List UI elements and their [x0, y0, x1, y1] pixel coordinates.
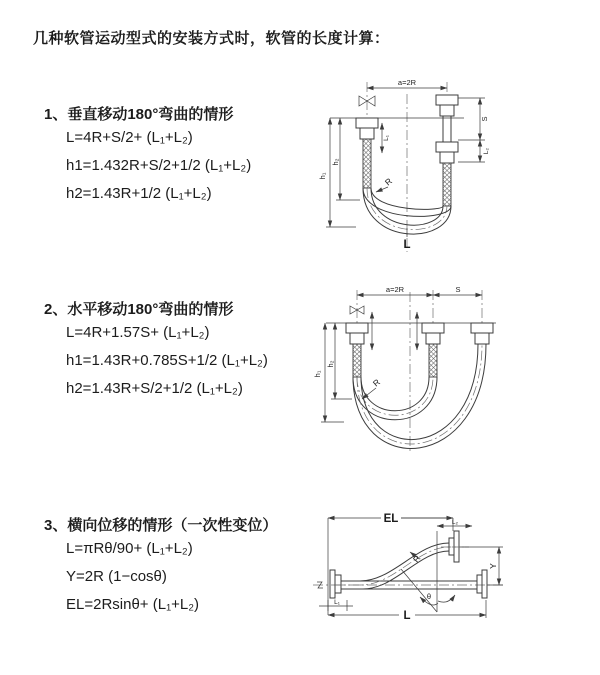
- right-hose-fitting: [436, 95, 458, 206]
- centerlines: [313, 547, 505, 585]
- formula-length: L=4R+S/2+ (L₁+L₂): [66, 129, 193, 146]
- left-flange: [317, 570, 341, 598]
- dimension-h2: [326, 323, 352, 399]
- dimension-y: [459, 547, 503, 585]
- section-vertical-movement: [44, 103, 251, 208]
- dimension-l1: [382, 123, 390, 153]
- middle-hose-fitting: [422, 323, 444, 377]
- l1-label: L₁: [334, 599, 340, 606]
- dimension-length: [328, 600, 486, 622]
- section-3-heading: 3、横向位移的情形（一次性变位）: [44, 517, 278, 534]
- dimension-h1: [318, 118, 356, 227]
- s-label: S: [455, 285, 461, 294]
- l1-label: L₁: [383, 135, 390, 141]
- right-hose-fitting: [471, 323, 493, 344]
- h2-label: h₂: [326, 360, 335, 368]
- diagram-horizontal-180-bend: [312, 282, 537, 457]
- dimension-h1: [313, 323, 344, 422]
- r-label: R: [370, 376, 382, 389]
- dimension-stroke: [433, 285, 482, 295]
- l2-label: L₂: [451, 519, 459, 526]
- h2-label: h₂: [331, 158, 340, 166]
- h1-label: h₁: [313, 370, 322, 378]
- section-2-heading: 2、水平移动180°弯曲的情形: [44, 301, 234, 318]
- dimension-l1: [319, 599, 353, 611]
- upper-flange: [449, 531, 459, 562]
- theta-label: θ: [426, 592, 432, 601]
- span-label: a=2R: [397, 78, 417, 87]
- formula-h2: h2=1.43R+1/2 (L₁+L₂): [66, 185, 212, 202]
- l2-label: L₂: [483, 147, 490, 155]
- radius-callout: [376, 176, 394, 192]
- dimension-el: [328, 513, 453, 615]
- length-callout: [403, 228, 410, 251]
- span-label: a=2R: [385, 285, 405, 294]
- dimension-l2: [437, 519, 472, 526]
- radius-callout: [362, 377, 382, 399]
- formula-y: Y=2R (1−cosθ): [66, 568, 167, 585]
- curved-hose: [335, 543, 465, 589]
- y-label: Y: [488, 563, 498, 569]
- section-1-heading: 1、垂直移动180°弯曲的情形: [44, 106, 234, 123]
- left-hose-fitting: [356, 118, 378, 188]
- r-label: R: [410, 553, 423, 565]
- formula-length: L=πRθ/90+ (L₁+L₂): [66, 540, 193, 557]
- dimension-h2: [331, 118, 360, 200]
- diagram-lateral-displacement: [305, 505, 595, 653]
- dimension-l2: [480, 140, 490, 162]
- l-label: L: [403, 239, 411, 251]
- dimension-span: [367, 78, 447, 88]
- formula-el: EL=2Rsinθ+ (L₁+L₂): [66, 596, 200, 613]
- dimension-span: [357, 285, 433, 295]
- formula-h2: h2=1.43R+S/2+1/2 (L₁+L₂): [66, 380, 243, 397]
- diagram-vertical-180-bend: [312, 76, 527, 256]
- formula-length: L=4R+1.57S+ (L₁+L₂): [66, 324, 210, 341]
- formula-h1: h1=1.43R+0.785S+1/2 (L₁+L₂): [66, 352, 268, 369]
- r-label: R: [382, 175, 394, 188]
- formula-h1: h1=1.432R+S/2+1/2 (L₁+L₂): [66, 157, 252, 174]
- s-label: S: [480, 116, 489, 122]
- page-title: 几种软管运动型式的安装方式时，软管的长度计算：: [33, 30, 390, 47]
- l-label: L: [403, 610, 411, 622]
- el-label: EL: [383, 513, 399, 525]
- section-horizontal-movement: [44, 298, 268, 403]
- left-hose-fitting: [346, 323, 368, 377]
- centerlines: [326, 290, 496, 452]
- radius-callout: [410, 552, 422, 564]
- h1-label: h₁: [318, 172, 327, 180]
- section-lateral-displacement: [44, 514, 277, 619]
- hose-u-curves: [353, 344, 486, 448]
